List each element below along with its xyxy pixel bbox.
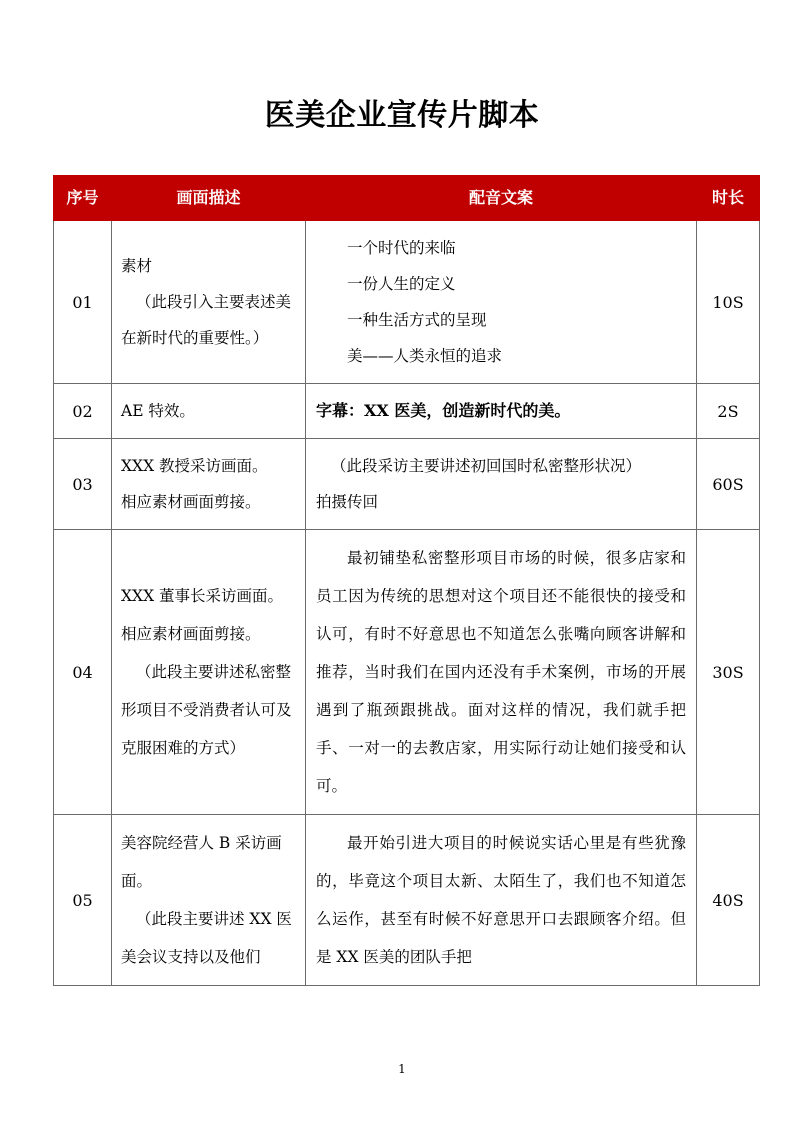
cell-sequence: 03 (54, 439, 112, 530)
cell-visual-description (112, 221, 306, 384)
script-table (53, 175, 760, 986)
table-row (54, 221, 760, 384)
voice-line: 最初铺垫私密整形项目市场的时候，很多店家和员工因为传统的思想对这个项目还不能很快的接受和认可，有时不好意思也不知道怎么张嘴向顾客讲解和推荐，当时我们在国内还没有手术案例，市场的开展遇到了瓶颈跟挑战。面对这样的情况，我们就手把手、一对一的去教店家，用实际行动让她们接受和认可。 (316, 549, 686, 795)
cell-duration: 60S (697, 439, 760, 530)
visual-line: 相应素材画面剪接。 (121, 493, 261, 511)
cell-duration: 2S (697, 384, 760, 439)
cell-sequence: 01 (54, 221, 112, 384)
visual-line: 美容院经营人 B 采访画面。 (121, 834, 282, 890)
cell-visual-description (112, 439, 306, 530)
visual-line: （此段引入主要表述美在新时代的重要性。） (121, 293, 292, 347)
cell-visual-description (112, 815, 306, 986)
cell-voiceover-script (306, 221, 697, 384)
visual-line: 相应素材画面剪接。 (121, 625, 261, 643)
voice-line: 一个时代的来临 (347, 239, 456, 257)
cell-duration: 30S (697, 530, 760, 815)
cell-voiceover-script (306, 815, 697, 986)
voice-line: 一种生活方式的呈现 (347, 311, 487, 329)
column-header-duration: 时长 (697, 176, 760, 221)
voice-line: （此段采访主要讲述初回国时私密整形状况） (331, 457, 642, 475)
visual-line: （此段主要讲述私密整形项目不受消费者认可及克服困难的方式） (121, 663, 292, 757)
cell-visual-description (112, 530, 306, 815)
table-body (54, 221, 760, 986)
cell-visual-description (112, 384, 306, 439)
page-number: 1 (398, 1062, 406, 1076)
table-row (54, 384, 760, 439)
visual-line: XXX 教授采访画面。 (121, 457, 268, 475)
cell-sequence: 02 (54, 384, 112, 439)
table-row (54, 815, 760, 986)
column-header-visual-description: 画面描述 (112, 176, 306, 221)
cell-voiceover-script (306, 384, 697, 439)
voice-line: 最开始引进大项目的时候说实话心里是有些犹豫的，毕竟这个项目太新、太陌生了，我们也不知道怎么运作，甚至有时候不好意思开口去跟顾客介绍。但是 XX 医美的团队手把 (316, 834, 686, 966)
column-header-sequence: 序号 (54, 176, 112, 221)
table-header-row (54, 176, 760, 221)
cell-sequence: 04 (54, 530, 112, 815)
visual-line: 素材 (121, 257, 153, 275)
voice-line: 拍摄传回 (316, 493, 379, 511)
page-title: 医美企业宣传片脚本 (264, 98, 540, 133)
table-row (54, 439, 760, 530)
cell-voiceover-script (306, 530, 697, 815)
table-row (54, 530, 760, 815)
visual-line: （此段主要讲述 XX 医美会议支持以及他们 (121, 910, 292, 966)
cell-sequence: 05 (54, 815, 112, 986)
visual-line: AE 特效。 (121, 402, 195, 420)
table-header (54, 176, 760, 221)
cell-duration: 40S (697, 815, 760, 986)
cell-duration: 10S (697, 221, 760, 384)
voice-line: 美——人类永恒的追求 (347, 347, 503, 365)
column-header-voiceover-script: 配音文案 (306, 176, 697, 221)
voice-line: 字幕：XX 医美，创造新时代的美。 (316, 401, 571, 420)
cell-voiceover-script (306, 439, 697, 530)
voice-line: 一份人生的定义 (347, 275, 456, 293)
visual-line: XXX 董事长采访画面。 (121, 587, 284, 605)
